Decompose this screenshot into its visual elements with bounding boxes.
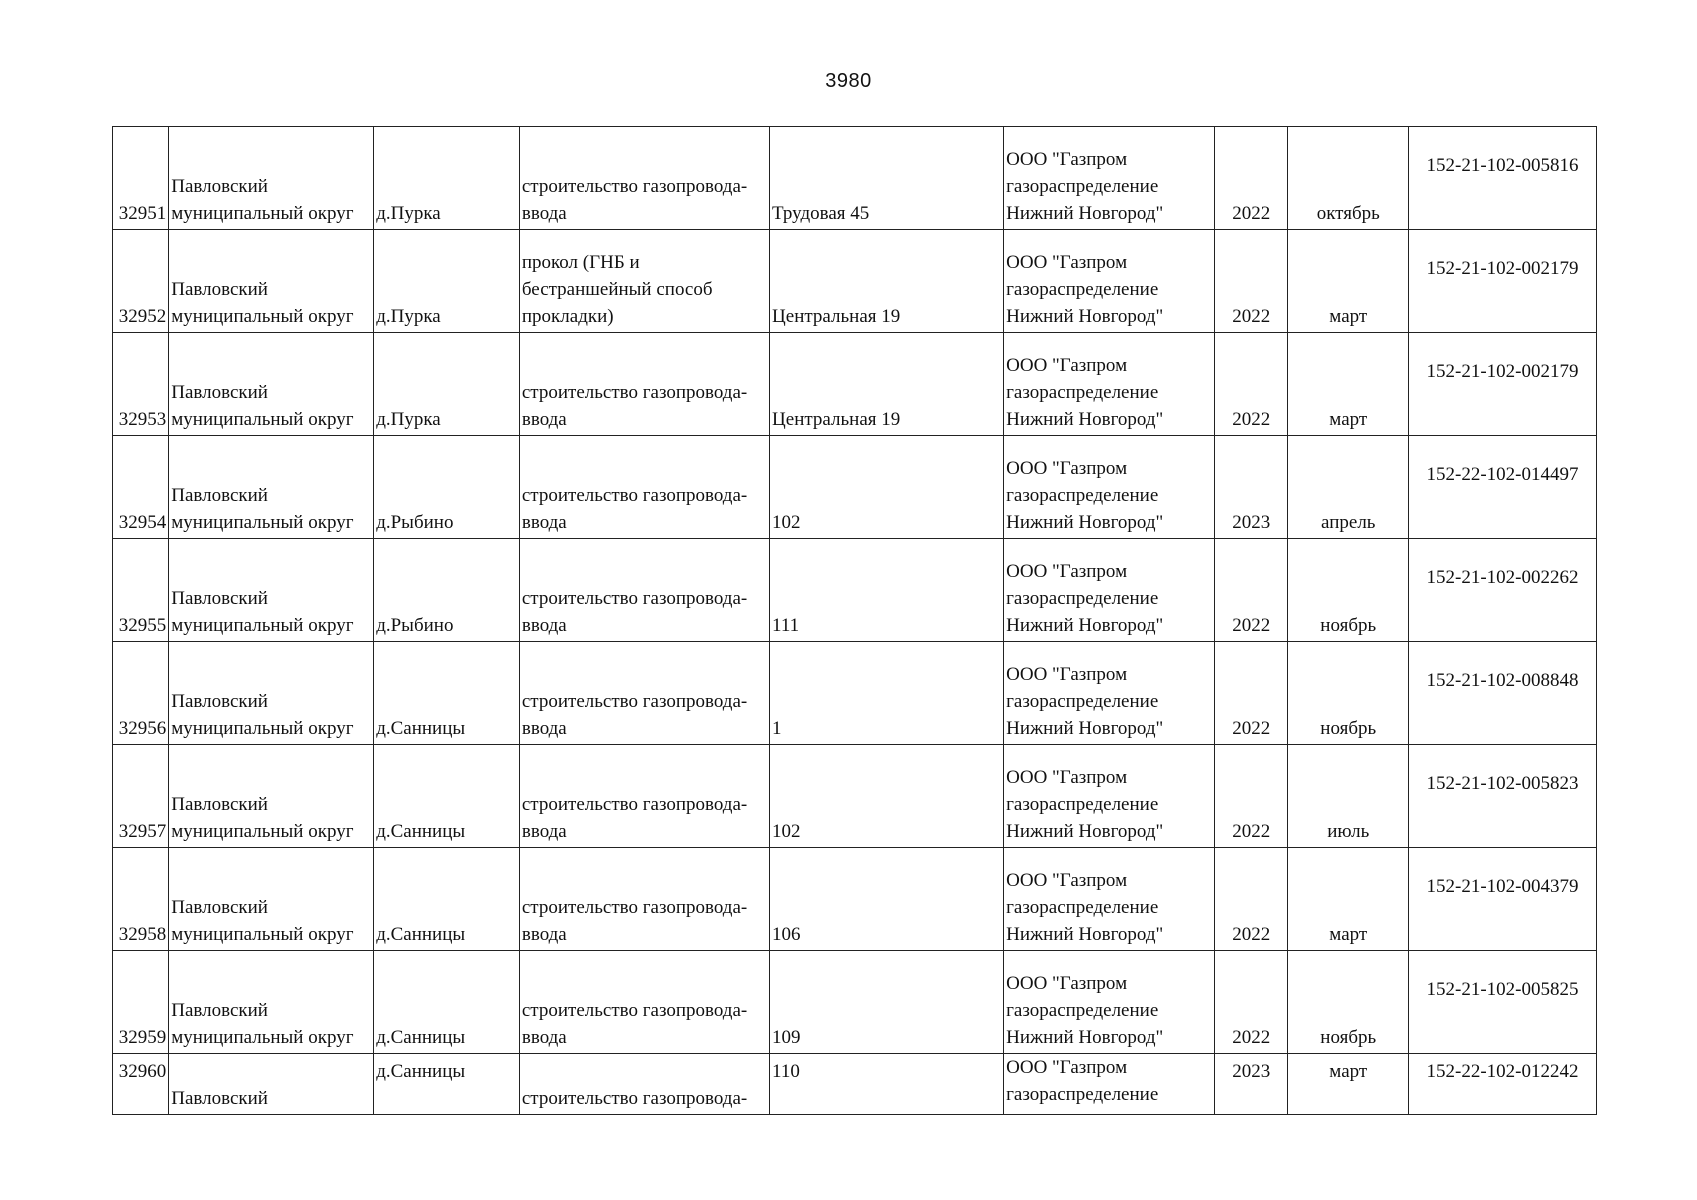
work-type-cell-text: строительство газопровода- ввода <box>521 382 748 430</box>
owner-cell <box>1004 539 1215 642</box>
cadastral-number-cell-text: 152-21-102-005825 <box>1426 978 1579 1000</box>
district-cell-text: Павловский <box>171 1088 268 1109</box>
locality-cell <box>374 951 520 1054</box>
work-type-cell <box>519 436 769 539</box>
month-cell <box>1288 127 1409 230</box>
table-row <box>113 848 1597 951</box>
page-number: 3980 <box>825 70 872 92</box>
cadastral-number-cell <box>1409 1054 1597 1115</box>
work-type-cell-text: строительство газопровода- ввода <box>521 1000 748 1048</box>
row-number-cell-text: 32955 <box>118 615 167 636</box>
locality-cell <box>374 1054 520 1115</box>
owner-cell <box>1004 951 1215 1054</box>
cadastral-number-cell <box>1409 230 1597 333</box>
owner-cell <box>1004 848 1215 951</box>
year-cell <box>1215 436 1288 539</box>
year-cell-text: 2022 <box>1232 1027 1271 1048</box>
year-cell <box>1215 848 1288 951</box>
gas-connection-registry-table <box>112 126 1597 1115</box>
row-number-cell-text: 32954 <box>118 512 167 533</box>
address-cell-text: 110 <box>772 1061 800 1082</box>
locality-cell-text: д.Санницы <box>376 924 466 945</box>
cadastral-number-cell <box>1409 745 1597 848</box>
cadastral-number-cell <box>1409 951 1597 1054</box>
cadastral-number-cell <box>1409 333 1597 436</box>
work-type-cell-text: прокол (ГНБ и бестраншейный способ прокладки) <box>521 252 713 327</box>
month-cell <box>1288 230 1409 333</box>
district-cell-text: Павловский муниципальный округ <box>171 794 354 842</box>
year-cell-text: 2022 <box>1232 924 1271 945</box>
year-cell <box>1215 951 1288 1054</box>
month-cell-text: ноябрь <box>1320 615 1377 636</box>
owner-cell-text: ООО "Газпром газораспределение Нижний Новгород" <box>1006 252 1164 327</box>
address-cell <box>770 745 1004 848</box>
locality-cell-text: д.Рыбино <box>376 615 454 636</box>
owner-cell <box>1004 1054 1215 1115</box>
cadastral-number-cell-text: 152-21-102-008848 <box>1426 669 1579 691</box>
work-type-cell <box>519 951 769 1054</box>
address-cell <box>770 1054 1004 1115</box>
table-row <box>113 436 1597 539</box>
locality-cell-text: д.Санницы <box>376 1061 466 1082</box>
row-number-cell-text: 32953 <box>118 409 167 430</box>
address-cell-text: 111 <box>772 615 800 636</box>
district-cell <box>169 1054 374 1115</box>
owner-cell <box>1004 333 1215 436</box>
year-cell <box>1215 642 1288 745</box>
table-row <box>113 951 1597 1054</box>
month-cell <box>1288 539 1409 642</box>
year-cell-text: 2022 <box>1232 409 1271 430</box>
locality-cell <box>374 745 520 848</box>
owner-cell-text: ООО "Газпром газораспределение <box>1006 1057 1159 1105</box>
year-cell <box>1215 745 1288 848</box>
address-cell-text: Трудовая 45 <box>772 203 870 224</box>
cadastral-number-cell-text: 152-21-102-002262 <box>1426 566 1579 588</box>
locality-cell-text: д.Санницы <box>376 718 466 739</box>
owner-cell <box>1004 436 1215 539</box>
row-number-cell <box>113 333 169 436</box>
table-row <box>113 333 1597 436</box>
cadastral-number-cell <box>1409 127 1597 230</box>
address-cell <box>770 951 1004 1054</box>
address-cell-text: 109 <box>772 1027 801 1048</box>
year-cell <box>1215 1054 1288 1115</box>
work-type-cell-text: строительство газопровода- ввода <box>521 485 748 533</box>
cadastral-number-cell-text: 152-21-102-002179 <box>1426 360 1579 382</box>
row-number-cell-text: 32951 <box>118 203 167 224</box>
owner-cell-text: ООО "Газпром газораспределение Нижний Новгород" <box>1006 458 1164 533</box>
cadastral-number-cell-text: 152-21-102-005816 <box>1426 154 1579 176</box>
district-cell <box>169 230 374 333</box>
locality-cell <box>374 127 520 230</box>
row-number-cell-text: 32956 <box>118 718 167 739</box>
work-type-cell <box>519 745 769 848</box>
year-cell <box>1215 333 1288 436</box>
table-row <box>113 745 1597 848</box>
address-cell <box>770 642 1004 745</box>
district-cell-text: Павловский муниципальный округ <box>171 588 354 636</box>
year-cell-text: 2023 <box>1232 1061 1271 1082</box>
cadastral-number-cell <box>1409 436 1597 539</box>
locality-cell-text: д.Пурка <box>376 409 441 430</box>
row-number-cell-text: 32958 <box>118 924 167 945</box>
table-row <box>113 642 1597 745</box>
owner-cell-text: ООО "Газпром газораспределение Нижний Новгород" <box>1006 870 1164 945</box>
address-cell <box>770 230 1004 333</box>
work-type-cell-text: строительство газопровода- ввода <box>521 794 748 842</box>
row-number-cell <box>113 745 169 848</box>
year-cell-text: 2022 <box>1232 615 1271 636</box>
year-cell-text: 2023 <box>1232 512 1271 533</box>
year-cell <box>1215 539 1288 642</box>
table-row <box>113 539 1597 642</box>
work-type-cell-text: строительство газопровода- ввода <box>521 691 748 739</box>
district-cell <box>169 127 374 230</box>
locality-cell <box>374 848 520 951</box>
owner-cell-text: ООО "Газпром газораспределение Нижний Новгород" <box>1006 561 1164 636</box>
address-cell <box>770 333 1004 436</box>
district-cell <box>169 333 374 436</box>
row-number-cell <box>113 848 169 951</box>
owner-cell-text: ООО "Газпром газораспределение Нижний Новгород" <box>1006 664 1164 739</box>
district-cell <box>169 745 374 848</box>
month-cell-text: ноябрь <box>1320 1027 1377 1048</box>
row-number-cell <box>113 127 169 230</box>
year-cell <box>1215 127 1288 230</box>
cadastral-number-cell <box>1409 848 1597 951</box>
month-cell-text: март <box>1329 306 1368 327</box>
work-type-cell <box>519 848 769 951</box>
owner-cell-text: ООО "Газпром газораспределение Нижний Новгород" <box>1006 355 1164 430</box>
district-cell <box>169 951 374 1054</box>
locality-cell <box>374 333 520 436</box>
row-number-cell <box>113 1054 169 1115</box>
year-cell-text: 2022 <box>1232 203 1271 224</box>
work-type-cell-text: строительство газопровода- <box>521 1088 748 1109</box>
cadastral-number-cell-text: 152-21-102-005823 <box>1426 772 1579 794</box>
address-cell-text: 106 <box>772 924 801 945</box>
table-row <box>113 127 1597 230</box>
cadastral-number-cell-text: 152-22-102-014497 <box>1426 463 1579 485</box>
row-number-cell-text: 32957 <box>118 821 167 842</box>
work-type-cell <box>519 333 769 436</box>
row-number-cell-text: 32952 <box>118 306 167 327</box>
cadastral-number-cell <box>1409 539 1597 642</box>
district-cell-text: Павловский муниципальный округ <box>171 279 354 327</box>
address-cell-text: Центральная 19 <box>772 306 901 327</box>
locality-cell <box>374 436 520 539</box>
district-cell-text: Павловский муниципальный округ <box>171 382 354 430</box>
month-cell <box>1288 745 1409 848</box>
district-cell-text: Павловский муниципальный округ <box>171 1000 354 1048</box>
address-cell-text: 1 <box>772 718 782 739</box>
locality-cell <box>374 642 520 745</box>
month-cell-text: март <box>1329 409 1368 430</box>
work-type-cell <box>519 230 769 333</box>
work-type-cell <box>519 127 769 230</box>
address-cell <box>770 539 1004 642</box>
district-cell-text: Павловский муниципальный округ <box>171 691 354 739</box>
cadastral-number-cell <box>1409 642 1597 745</box>
month-cell <box>1288 848 1409 951</box>
year-cell <box>1215 230 1288 333</box>
month-cell-text: ноябрь <box>1320 718 1377 739</box>
district-cell-text: Павловский муниципальный округ <box>171 897 354 945</box>
month-cell-text: октябрь <box>1316 203 1380 224</box>
row-number-cell-text: 32959 <box>118 1027 167 1048</box>
row-number-cell <box>113 539 169 642</box>
district-cell <box>169 642 374 745</box>
owner-cell <box>1004 230 1215 333</box>
cadastral-number-cell-text: 152-21-102-004379 <box>1426 875 1579 897</box>
owner-cell <box>1004 745 1215 848</box>
work-type-cell-text: строительство газопровода- ввода <box>521 176 748 224</box>
table-row <box>113 1054 1597 1115</box>
cadastral-number-cell-text: 152-21-102-002179 <box>1426 257 1579 279</box>
locality-cell <box>374 230 520 333</box>
year-cell-text: 2022 <box>1232 718 1271 739</box>
owner-cell-text: ООО "Газпром газораспределение Нижний Новгород" <box>1006 149 1164 224</box>
table-row <box>113 230 1597 333</box>
year-cell-text: 2022 <box>1232 306 1271 327</box>
address-cell <box>770 848 1004 951</box>
month-cell <box>1288 333 1409 436</box>
locality-cell <box>374 539 520 642</box>
locality-cell-text: д.Санницы <box>376 1027 466 1048</box>
month-cell <box>1288 642 1409 745</box>
owner-cell <box>1004 127 1215 230</box>
month-cell-text: июль <box>1327 821 1370 842</box>
month-cell <box>1288 951 1409 1054</box>
month-cell <box>1288 436 1409 539</box>
locality-cell-text: д.Санницы <box>376 821 466 842</box>
month-cell <box>1288 1054 1409 1115</box>
month-cell-text: март <box>1329 1061 1368 1082</box>
cadastral-number-cell-text: 152-22-102-012242 <box>1426 1061 1579 1082</box>
owner-cell-text: ООО "Газпром газораспределение Нижний Новгород" <box>1006 973 1164 1048</box>
month-cell-text: апрель <box>1321 512 1376 533</box>
locality-cell-text: д.Пурка <box>376 306 441 327</box>
owner-cell <box>1004 642 1215 745</box>
month-cell-text: март <box>1329 924 1368 945</box>
row-number-cell-text: 32960 <box>118 1061 167 1082</box>
address-cell <box>770 127 1004 230</box>
address-cell-text: 102 <box>772 512 801 533</box>
row-number-cell <box>113 642 169 745</box>
district-cell-text: Павловский муниципальный округ <box>171 485 354 533</box>
row-number-cell <box>113 230 169 333</box>
row-number-cell <box>113 951 169 1054</box>
locality-cell-text: д.Рыбино <box>376 512 454 533</box>
address-cell-text: 102 <box>772 821 801 842</box>
row-number-cell <box>113 436 169 539</box>
locality-cell-text: д.Пурка <box>376 203 441 224</box>
address-cell-text: Центральная 19 <box>772 409 901 430</box>
year-cell-text: 2022 <box>1232 821 1271 842</box>
work-type-cell-text: строительство газопровода- ввода <box>521 588 748 636</box>
district-cell <box>169 539 374 642</box>
work-type-cell <box>519 642 769 745</box>
work-type-cell-text: строительство газопровода- ввода <box>521 897 748 945</box>
address-cell <box>770 436 1004 539</box>
district-cell <box>169 848 374 951</box>
work-type-cell <box>519 539 769 642</box>
district-cell-text: Павловский муниципальный округ <box>171 176 354 224</box>
work-type-cell <box>519 1054 769 1115</box>
owner-cell-text: ООО "Газпром газораспределение Нижний Новгород" <box>1006 767 1164 842</box>
district-cell <box>169 436 374 539</box>
